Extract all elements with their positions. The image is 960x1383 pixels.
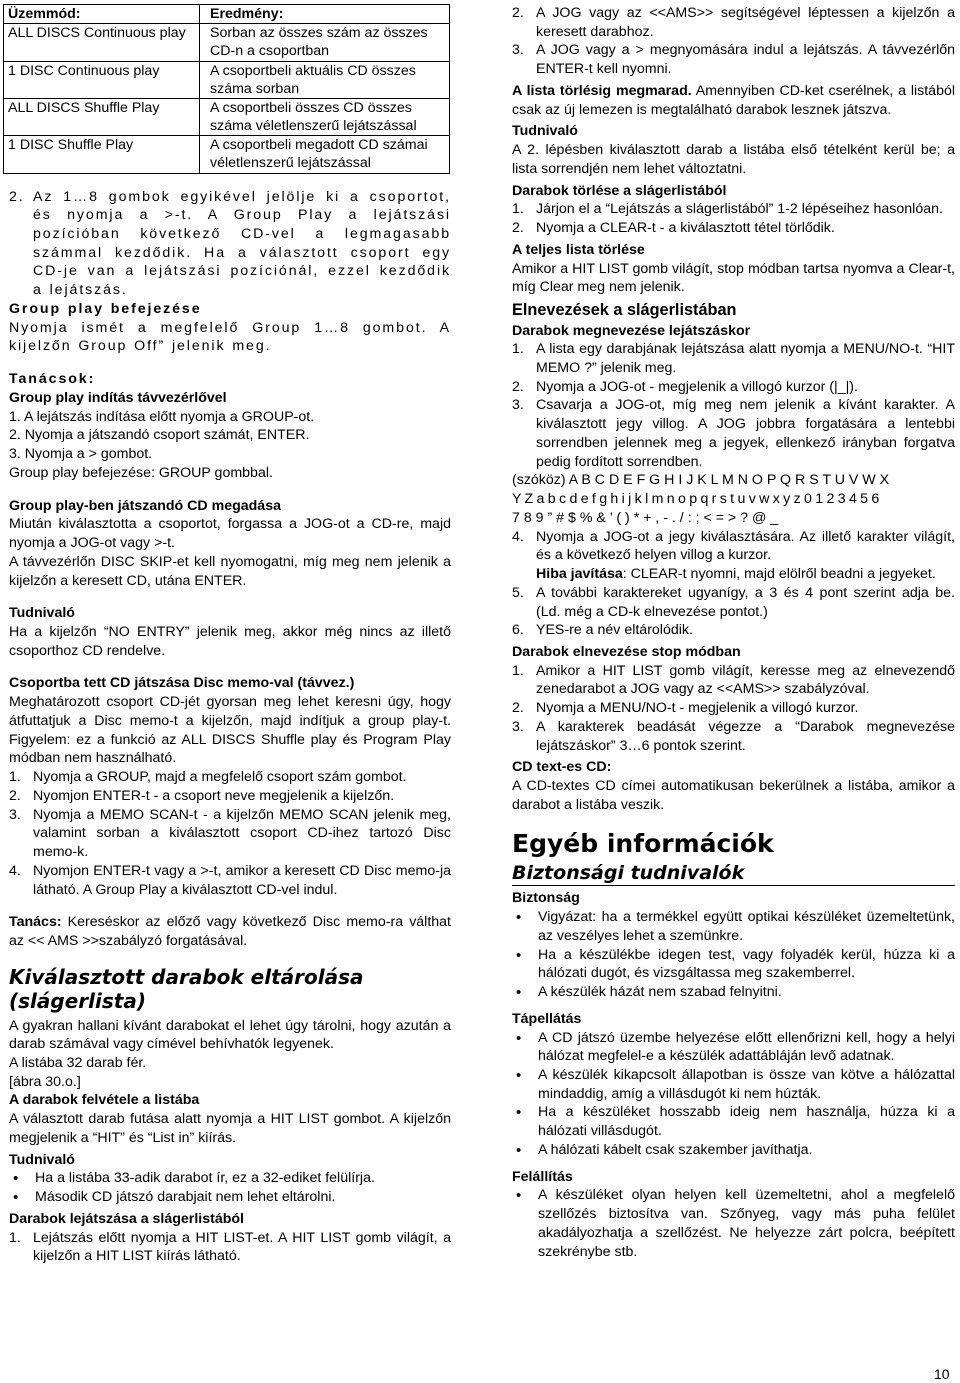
naming-steps xyxy=(512,340,955,471)
group-play-end-title: Group play befejezése xyxy=(9,300,202,317)
cd-select-text-2: A távvezérlőn DISC SKIP-et kell nyomogatni, míg meg nem jelenik a kijelzőn a keresett CD, utána ENTER. xyxy=(9,553,451,589)
continued-steps xyxy=(512,4,955,79)
list-item: • A CD játszó üzembe helyezése előtt ellenőrizni kell, hogy a helyi hálózat megfelel-e a készülék adattábláján levő adatnak. xyxy=(512,1029,955,1066)
table-row xyxy=(4,61,450,98)
setup-list xyxy=(512,1186,955,1261)
safety-subtitle: Biztonság xyxy=(512,890,580,907)
character-set-line: 7 8 9 ” # $ % & ’ ( ) * + , - . / : ; < = > ? @ _ xyxy=(512,509,779,526)
list-item: • Második CD játszó darabjait nem lehet eltárolni. xyxy=(9,1188,451,1207)
note-title: Tudnivaló xyxy=(9,605,75,622)
other-info-title: Egyéb információk xyxy=(512,828,774,858)
delete-title: Darabok törlése a slágerlistából xyxy=(512,182,727,199)
stop-naming-title: Darabok elnevezése stop módban xyxy=(512,644,741,660)
note-3-text: A 2. lépésben kiválasztott darab a listába első tételként kerül be; a lista sorrendjén nem lehet változtatni. xyxy=(512,142,955,177)
list-item: 6. YES-re a név eltárolódik. xyxy=(512,622,693,639)
hit-list-text-2: A listába 32 darab fér. xyxy=(9,1054,147,1071)
table-cell-mode: ALL DISCS Continuous play xyxy=(4,24,200,61)
list-item: • Vigyázat: ha a termékkel együtt optikai készüléket üzemeltetünk, az veszélyes lehet a szemünkre. xyxy=(512,908,955,945)
power-title: Tápellátás xyxy=(512,1010,582,1027)
play-steps xyxy=(9,1229,451,1266)
play-title: Darabok lejátszása a slágerlistából xyxy=(9,1210,244,1227)
list-item: 2. Nyomjon ENTER-t - a csoport neve megjelenik a kijelzőn. xyxy=(9,787,395,804)
list-item: 5. A további karaktereket ugyanígy, a 3 és 4 pont szerint adja be. (Ld. még a CD-k elnevezése pontot.) xyxy=(512,584,955,620)
power-list xyxy=(512,1029,955,1160)
auto-delete-text: A lista törlésig megmarad. Amennyiben CD-ket cserélnek, a listából csak az új lemezen is megtalálható darabok lesznek játszva. xyxy=(512,82,956,118)
table-cell-mode: 1 DISC Continuous play xyxy=(4,61,200,98)
list-item: • Ha a listába 33-adik darabot ír, ez a 32-ediket felülírja. xyxy=(9,1169,451,1188)
table-cell-mode: ALL DISCS Shuffle Play xyxy=(4,98,200,135)
list-item: 3. Csavarja a JOG-ot, míg meg nem jelenik a kívánt karakter. A kiválasztott jegy villog. A JOG jobbra forgatására a lentebbi sorrendben jelennek meg a jegyek, ellenkező irányban forgatva pedig fordított sorrendben. xyxy=(512,397,955,470)
list-item: 2. Nyomja a MENU/NO-t - megjelenik a villogó kurzor. xyxy=(512,700,859,717)
list-item: 2. Nyomja a CLEAR-t - a kiválasztott tétel törlődik. xyxy=(512,220,835,237)
remote-step: 1. A lejátszás indítása előtt nyomja a GROUP-ot. xyxy=(9,408,315,425)
safety-list xyxy=(512,908,955,1002)
list-item: • A készülék házát nem szabad felnyitni. xyxy=(512,983,955,1002)
table-cell-result: A csoportbeli összes CD összes száma véletlenszerű lejátszással xyxy=(200,98,450,135)
cd-text-text: A CD-textes CD címei automatikusan bekerülnek a listába, amikor a darabot a listába veszik. xyxy=(512,778,955,813)
table-row xyxy=(4,98,450,135)
list-item: 1. Nyomja a GROUP, majd a megfelelő csoport szám gombot. xyxy=(9,769,407,786)
group-play-step-2: 2. Az 1…8 gombok egyikével jelölje ki a csoportot, és nyomja a >-t. A Group Play a lejátszási pozícióban következő CD-vel a legmagasabb számmal kezdődik. Ha a választott csoport egy CD-je van a lejátszási pozíciónál, ezzel kezdődik a lejátszás. xyxy=(9,188,451,299)
list-item: 1. A lista egy darabjának lejátszása alatt nyomja a MENU/NO-t. “HIT MEMO ?” jelenik meg. xyxy=(512,341,955,376)
list-item: 3. A JOG vagy a > megnyomására indul a lejátszás. A távvezérlőn ENTER-t kell nyomni. xyxy=(512,42,955,78)
list-item: 3. A karakterek beadását végezze a “Darabok megnevezése lejátszáskor” 3…6 pontok szerint. xyxy=(512,718,955,754)
remote-step: 2. Nyomja a játszandó csoport számát, ENTER. xyxy=(9,427,310,444)
cd-select-text-1: Miután kiválasztotta a csoportot, forgassa a JOG-ot a CD-re, majd nyomja a JOG-ot vagy >-t. xyxy=(9,516,451,552)
note-2-title: Tudnivaló xyxy=(9,1151,75,1168)
cd-text-title: CD text-es CD: xyxy=(512,759,612,776)
character-set-line: (szóköz) A B C D E F G H I J K L M N O P Q R S T U V W X xyxy=(512,472,890,489)
table-row xyxy=(4,24,450,61)
full-delete-text: Amikor a HIT LIST gomb világít, stop módban tartsa nyomva a Clear-t, míg Clear meg nem jelenik. xyxy=(512,260,955,296)
memo-text: Meghatározott csoport CD-jét gyorsan meg lehet keresni úgy, hogy átfuttatjuk a Disc memo-t a kijelzőn, majd indítjuk a group play-t. Figyelem: ez a funkció az ALL DISCS Shuffle play és Program Play módban nem használható. xyxy=(9,694,451,767)
note-text: Ha a kijelzőn “NO ENTRY” jelenik meg, akkor még nincs az illető csoporthoz CD rendelve. xyxy=(9,623,451,659)
page-number: 10 xyxy=(934,1366,950,1382)
memo-steps xyxy=(9,768,451,899)
table-row xyxy=(4,136,450,173)
setup-title: Felállítás xyxy=(512,1168,573,1185)
list-item: 3. Nyomja a MEMO SCAN-t - a kijelzőn MEMO SCAN jelenik meg, valamint sorban a kiválasztott csoport CD-ihez tartozó Disc memo-k. xyxy=(9,806,451,861)
delete-steps xyxy=(512,200,955,237)
table-header-result: Eredmény: xyxy=(200,5,450,24)
left-column xyxy=(9,4,451,1266)
list-item: • A készüléket olyan helyen kell üzemeltetni, ahol a megfelelő szellőzés biztosítva van. Szőnyeg, vagy más puha felület akadályozhatja a szellőzést. Ne helyezze zárt polcra, beépített szekrénybe stb. xyxy=(512,1186,955,1261)
mode-table xyxy=(3,4,450,174)
list-item: • Ha a készülékbe idegen test, vagy folyadék kerül, húzza ki a hálózati dugót, és vizsgáltassa meg szakemberrel. xyxy=(512,946,955,983)
table-cell-result: Sorban az összes szám az összes CD-n a csoportban xyxy=(200,24,450,61)
right-column xyxy=(512,4,955,1261)
tips-title: Tanácsok: xyxy=(9,371,96,388)
list-item: 1. Lejátszás előtt nyomja a HIT LIST-et. A HIT LIST gomb világít, a kijelzőn a HIT LIST kiírás látható. xyxy=(9,1229,451,1265)
table-header-row xyxy=(4,5,450,24)
full-delete-title: A teljes lista törlése xyxy=(512,241,645,258)
safety-title: Biztonsági tudnivalók xyxy=(512,862,955,887)
list-item: 2. Nyomja a JOG-ot - megjelenik a villogó kurzor (|_|). xyxy=(512,378,858,395)
table-cell-mode: 1 DISC Shuffle Play xyxy=(4,136,200,173)
cd-select-title: Group play-ben játszandó CD megadása xyxy=(9,497,281,514)
naming-steps-continued xyxy=(512,528,955,640)
list-item: 4. Nyomjon ENTER-t vagy a >-t, amikor a keresett CD Disc memo-ja látható. A Group Play a kiválasztott CD-vel indul. xyxy=(9,862,451,898)
table-header-mode: Üzemmód: xyxy=(4,5,200,24)
table-cell-result: A csoportbeli megadott CD számai véletlenszerű lejátszással xyxy=(200,136,450,173)
tip-2: Tanács: Kereséskor az előző vagy következő Disc memo-ra válthat az << AMS >>szabályzó forgatásával. xyxy=(9,914,451,949)
note-3-title: Tudnivaló xyxy=(512,123,578,140)
list-item: 4. Nyomja a JOG-ot a jegy kiválasztására. Az illető karakter világít, és a következő helyen villog a kurzor. Hiba javítása: CLEAR-t nyomni, majd elölről beadni a jegyeket. xyxy=(512,528,955,583)
remote-end: Group play befejezése: GROUP gombbal. xyxy=(9,464,273,481)
list-item: 1. Járjon el a “Lejátszás a slágerlistából” 1-2 lépéseihez hasonlóan. xyxy=(512,201,943,218)
hit-list-text-3: [ábra 30.o.] xyxy=(9,1073,81,1090)
stop-naming-steps xyxy=(512,662,955,756)
hit-list-text-1: A gyakran hallani kívánt darabokat el lehet úgy tárolni, hogy azután a darab számával vagy címével behívhatók legyenek. xyxy=(9,1017,451,1053)
group-play-end-text: Nyomja ismét a megfelelő Group 1…8 gombot. A kijelzőn Group Off” jelenik meg. xyxy=(9,319,451,355)
hit-list-title: Kiválasztott darabok eltárolása (slágerlista) xyxy=(9,964,364,1014)
memo-title: Csoportba tett CD játszása Disc memo-val (távvez.) xyxy=(9,675,355,692)
list-item: 1. Amikor a HIT LIST gomb világít, keresse meg az elnevezendő zenedarabot a JOG vagy az <<AMS>> szabályzóval. xyxy=(512,662,955,698)
note-2-list xyxy=(9,1169,451,1206)
list-item: • A hálózati kábelt csak szakember javíthatja. xyxy=(512,1141,955,1160)
remote-step: 3. Nyomja a > gombot. xyxy=(9,446,153,463)
list-item: • A készülék kikapcsolt állapotban is össze van kötve a hálózattal mindaddig, amíg a villásdugót ki nem húzták. xyxy=(512,1066,955,1103)
character-set-line: Y Z a b c d e f g h i j k l m n o p q r s t u v w x y z 0 1 2 3 4 5 6 xyxy=(512,491,880,508)
naming-title: Elnevezések a slágerlistában xyxy=(512,301,737,320)
remote-title: Group play indítás távvezérlővel xyxy=(9,389,227,406)
table-cell-result: A csoportbeli aktuális CD összes száma sorban xyxy=(200,61,450,98)
list-item: 2. A JOG vagy az <<AMS>> segítségével léptessen a kijelzőn a keresett darabhoz. xyxy=(512,5,955,40)
add-text: A választott darab futása alatt nyomja a HIT LIST gombot. A kijelzőn megjelenik a “HIT” és “List in” kiírás. xyxy=(9,1111,451,1146)
add-title: A darabok felvétele a listába xyxy=(9,1092,200,1109)
naming-subtitle: Darabok megnevezése lejátszáskor xyxy=(512,322,751,339)
list-item: • Ha a készüléket hosszabb ideig nem használja, húzza ki a hálózati villásdugót. xyxy=(512,1103,955,1140)
